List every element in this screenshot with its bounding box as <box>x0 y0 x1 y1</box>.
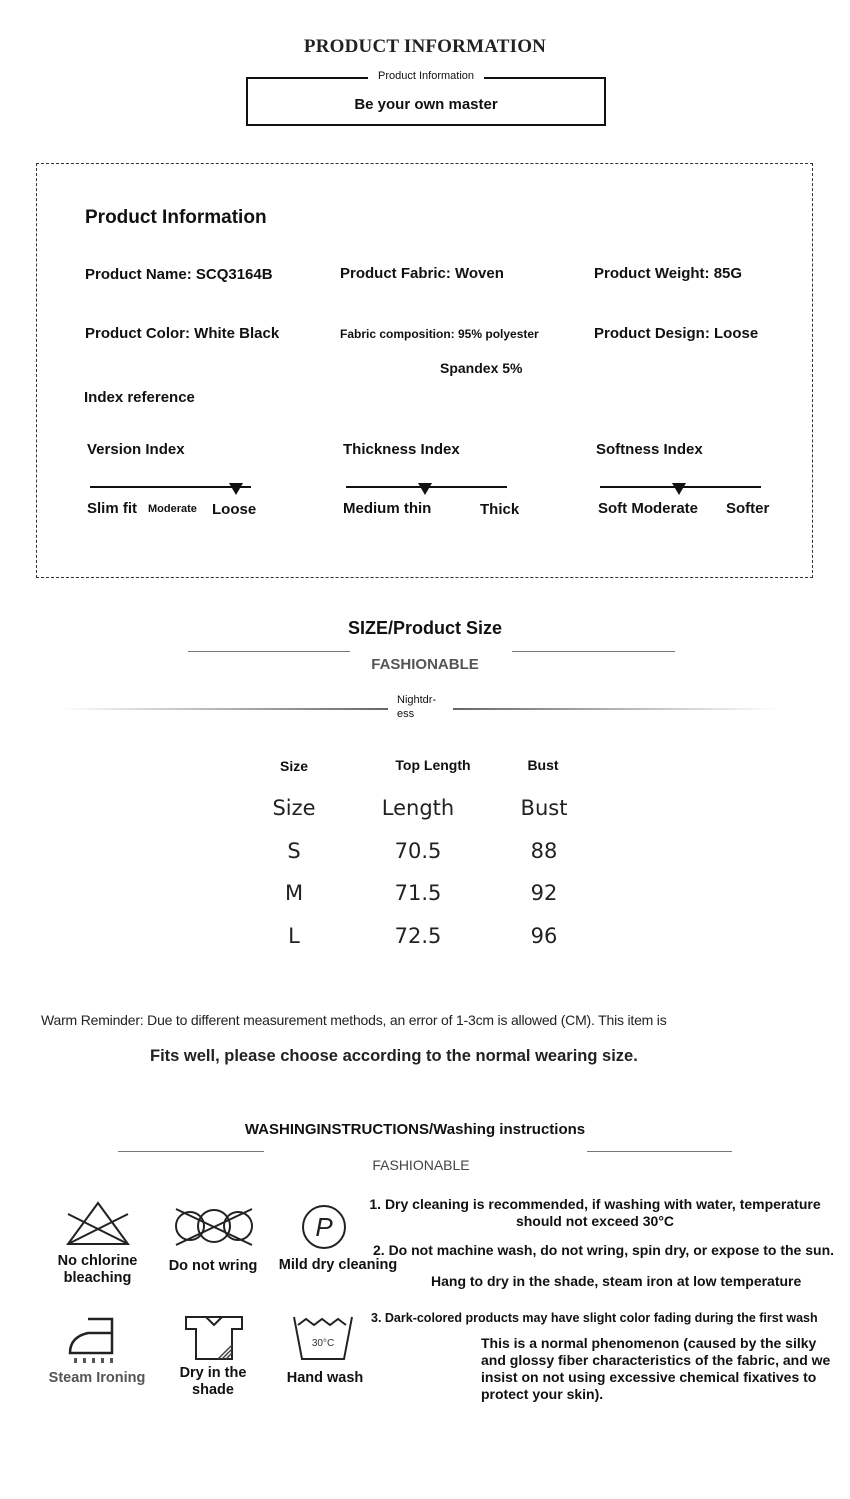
softness-index-label-softer: Softer <box>726 500 770 517</box>
size-table-header-top-length: Top Length <box>395 757 471 773</box>
no-chlorine-bleach-label: No chlorine bleaching <box>57 1253 138 1286</box>
warm-reminder-line1: Warm Reminder: Due to different measurement methods, an error of 1-3cm is allowed (CM). This item is <box>41 1012 667 1028</box>
instruction-3-line1: 3. Dark-colored products may have slight color fading during the first wash <box>371 1311 818 1325</box>
washing-section-title: WASHINGINSTRUCTIONS/Washing instructions <box>244 1121 586 1138</box>
size-table-header-size: Size <box>279 758 308 774</box>
product-color: Product Color: White Black <box>85 325 280 342</box>
svg-text:30°C: 30°C <box>311 1338 335 1349</box>
softness-index-label-soft-moderate: Soft Moderate <box>598 500 699 517</box>
mild-dry-clean-label: Mild dry cleaning <box>278 1257 398 1273</box>
thickness-index-label-medium-thin: Medium thin <box>343 500 432 517</box>
softness-index-title: Softness Index <box>596 441 703 458</box>
product-name: Product Name: SCQ3164B <box>85 266 273 283</box>
instruction-2-line2: Hang to dry in the shade, steam iron at low temperature <box>431 1273 802 1289</box>
header-box <box>246 70 606 126</box>
steam-iron-icon <box>66 1315 124 1365</box>
washing-divider-right <box>587 1151 732 1152</box>
softness-index-marker <box>672 483 686 495</box>
version-index-track <box>90 486 251 488</box>
size-divider-left <box>188 651 350 652</box>
version-index-marker <box>229 483 243 495</box>
product-category: Nightdr- ess <box>397 694 437 720</box>
version-index-label-slim: Slim fit <box>87 500 138 517</box>
no-chlorine-bleach-icon <box>64 1200 132 1248</box>
header-box-legend: Product Information <box>368 70 484 82</box>
product-fabric: Product Fabric: Woven <box>340 265 504 282</box>
thickness-index-marker <box>418 483 432 495</box>
version-index-title: Version Index <box>87 441 185 458</box>
do-not-wring-icon <box>174 1203 254 1249</box>
mild-dry-clean-icon <box>300 1203 348 1251</box>
dry-in-shade-icon <box>184 1313 244 1363</box>
version-index-label-moderate: Moderate <box>148 503 197 515</box>
index-reference: Index reference <box>84 389 195 406</box>
do-not-wring-label: Do not wring <box>168 1258 258 1274</box>
hand-wash-label: Hand wash <box>286 1370 364 1386</box>
hand-wash-icon <box>292 1315 354 1363</box>
fabric-composition: Fabric composition: 95% polyester <box>340 327 539 341</box>
thickness-index-title: Thickness Index <box>343 441 460 458</box>
version-index-label-loose: Loose <box>212 501 257 518</box>
instruction-3-paragraph: This is a normal phenomenon (caused by the silky and glossy fiber characteristics of the fabric, and we insist on not using excessive chemical fixatives to protect your skin). <box>481 1335 831 1402</box>
info-heading: Product Information <box>85 207 267 228</box>
steam-iron-label: Steam Ironing <box>48 1370 146 1386</box>
dry-in-shade-label: Dry in the shade <box>179 1365 247 1398</box>
size-table-subheader-length: Length <box>381 796 455 820</box>
washing-divider-left <box>118 1151 264 1152</box>
size-table: Size Top Length Bust Size Length Bust S 70.5 88 M 71.5 92 L 72.5 96 <box>254 756 594 956</box>
category-divider-left <box>60 708 388 710</box>
product-weight: Product Weight: 85G <box>594 265 743 282</box>
product-design: Product Design: Loose <box>594 325 759 342</box>
page-title: PRODUCT INFORMATION <box>303 36 547 57</box>
washing-section-subtitle: FASHIONABLE <box>372 1157 470 1173</box>
size-table-subheader-size: Size <box>272 796 316 820</box>
instruction-1: 1. Dry cleaning is recommended, if washing with water, temperature should not exceed 30°C <box>369 1196 821 1229</box>
warm-reminder-line2: Fits well, please choose according to the normal wearing size. <box>150 1047 638 1065</box>
header-box-text: Be your own master <box>354 96 498 113</box>
size-section-title: SIZE/Product Size <box>347 618 503 638</box>
size-section-subtitle: FASHIONABLE <box>371 656 479 673</box>
fabric-composition-spandex: Spandex 5% <box>440 360 523 376</box>
category-divider-right <box>453 708 778 710</box>
instruction-2-line1: 2. Do not machine wash, do not wring, spin dry, or expose to the sun. <box>373 1242 835 1258</box>
thickness-index-label-thick: Thick <box>480 501 520 518</box>
size-table-subheader-bust: Bust <box>520 796 568 820</box>
svg-text:P: P <box>315 1212 333 1242</box>
size-divider-right <box>512 651 675 652</box>
size-table-header-bust: Bust <box>527 757 559 773</box>
